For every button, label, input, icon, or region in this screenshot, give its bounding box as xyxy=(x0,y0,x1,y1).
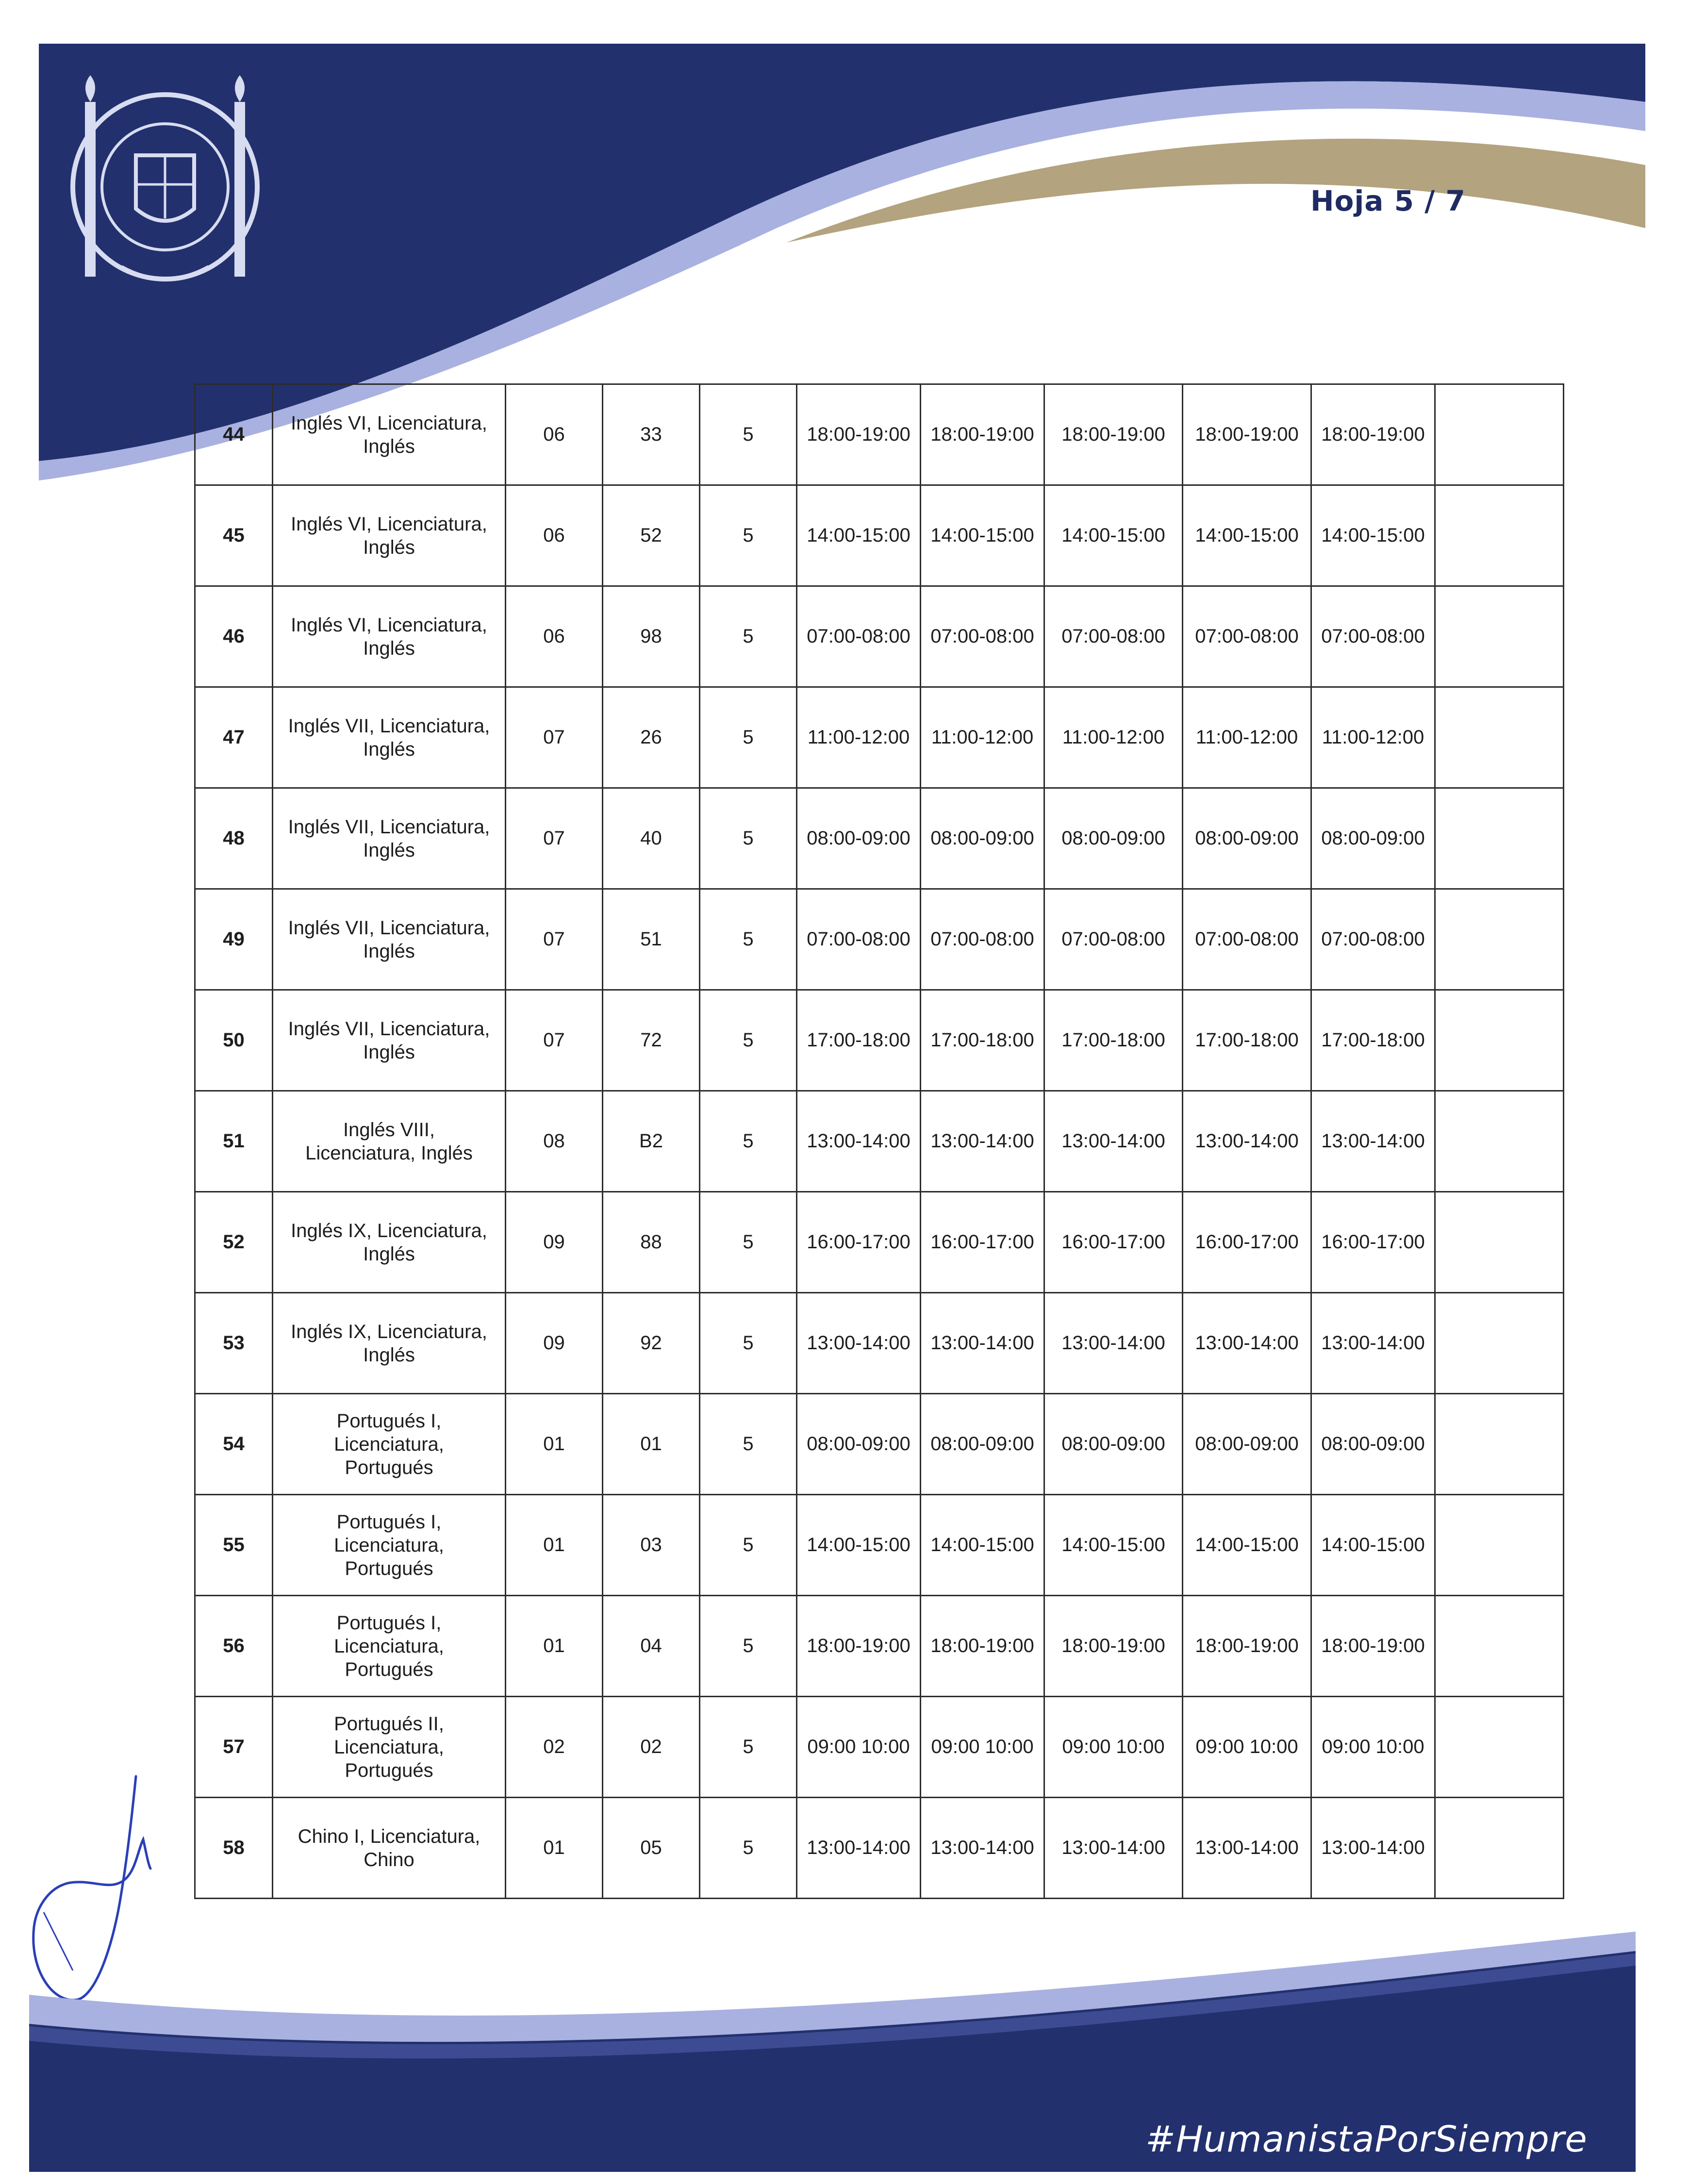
empty-cell xyxy=(1435,485,1564,586)
semester-cell: 09 xyxy=(506,1192,603,1293)
time-slot-cell: 08:00-09:00 xyxy=(1183,788,1311,889)
time-slot-cell: 11:00-12:00 xyxy=(1183,687,1311,788)
subject-line: Portugués xyxy=(345,1557,433,1579)
time-slot-cell: 14:00-15:00 xyxy=(921,485,1044,586)
hours-cell: 5 xyxy=(700,1293,797,1394)
time-slot-cell: 07:00-08:00 xyxy=(1183,586,1311,687)
table-row xyxy=(195,384,1564,485)
table-row xyxy=(195,1495,1564,1596)
time-slot-cell: 16:00-17:00 xyxy=(797,1192,921,1293)
hours-cell: 5 xyxy=(700,1394,797,1495)
table-row xyxy=(195,1293,1564,1394)
subject-cell xyxy=(273,586,506,687)
time-slot-cell: 13:00-14:00 xyxy=(1044,1798,1183,1899)
time-slot-cell: 13:00-14:00 xyxy=(921,1293,1044,1394)
university-seal xyxy=(58,73,272,301)
subject-line: Inglés VI, Licenciatura, xyxy=(291,513,487,535)
time-slot-cell: 14:00-15:00 xyxy=(1044,485,1183,586)
time-slot-cell: 16:00-17:00 xyxy=(921,1192,1044,1293)
time-slot-cell: 18:00-19:00 xyxy=(1311,1596,1435,1697)
time-slot-cell: 08:00-09:00 xyxy=(1311,788,1435,889)
group-cell: 02 xyxy=(603,1697,700,1798)
row-number: 45 xyxy=(195,485,273,586)
semester-cell: 07 xyxy=(506,687,603,788)
time-slot-cell: 13:00-14:00 xyxy=(797,1293,921,1394)
hours-cell: 5 xyxy=(700,1596,797,1697)
empty-cell xyxy=(1435,1697,1564,1798)
group-cell: 72 xyxy=(603,990,700,1091)
table-row xyxy=(195,687,1564,788)
row-number: 54 xyxy=(195,1394,273,1495)
time-slot-cell: 13:00-14:00 xyxy=(1183,1798,1311,1899)
group-cell: 03 xyxy=(603,1495,700,1596)
subject-line: Inglés xyxy=(363,1041,415,1063)
group-cell: B2 xyxy=(603,1091,700,1192)
table-row xyxy=(195,1697,1564,1798)
group-cell: 40 xyxy=(603,788,700,889)
subject-line: Licenciatura, xyxy=(334,1433,444,1455)
subject-line: Licenciatura, xyxy=(334,1534,444,1556)
time-slot-cell: 13:00-14:00 xyxy=(921,1798,1044,1899)
subject-cell xyxy=(273,788,506,889)
empty-cell xyxy=(1435,1596,1564,1697)
time-slot-cell: 18:00-19:00 xyxy=(1311,384,1435,485)
time-slot-cell: 14:00-15:00 xyxy=(1183,1495,1311,1596)
subject-line: Inglés VII, Licenciatura, xyxy=(288,715,490,737)
time-slot-cell: 14:00-15:00 xyxy=(1044,1495,1183,1596)
time-slot-cell: 07:00-08:00 xyxy=(921,586,1044,687)
row-number: 49 xyxy=(195,889,273,990)
time-slot-cell: 07:00-08:00 xyxy=(797,889,921,990)
time-slot-cell: 16:00-17:00 xyxy=(1183,1192,1311,1293)
time-slot-cell: 17:00-18:00 xyxy=(797,990,921,1091)
empty-cell xyxy=(1435,384,1564,485)
semester-cell: 08 xyxy=(506,1091,603,1192)
time-slot-cell: 14:00-15:00 xyxy=(1183,485,1311,586)
time-slot-cell: 14:00-15:00 xyxy=(1311,1495,1435,1596)
semester-cell: 07 xyxy=(506,788,603,889)
subject-cell xyxy=(273,1697,506,1798)
semester-cell: 07 xyxy=(506,889,603,990)
hours-cell: 5 xyxy=(700,586,797,687)
time-slot-cell: 09:00 10:00 xyxy=(1311,1697,1435,1798)
row-number: 50 xyxy=(195,990,273,1091)
empty-cell xyxy=(1435,687,1564,788)
time-slot-cell: 11:00-12:00 xyxy=(797,687,921,788)
subject-line: Portugués xyxy=(345,1658,433,1680)
time-slot-cell: 08:00-09:00 xyxy=(1311,1394,1435,1495)
subject-line: Inglés xyxy=(363,1344,415,1366)
group-cell: 98 xyxy=(603,586,700,687)
subject-cell xyxy=(273,990,506,1091)
hours-cell: 5 xyxy=(700,990,797,1091)
subject-line: Inglés xyxy=(363,536,415,558)
time-slot-cell: 13:00-14:00 xyxy=(1044,1293,1183,1394)
hours-cell: 5 xyxy=(700,384,797,485)
subject-line: Licenciatura, xyxy=(334,1736,444,1758)
subject-line: Inglés xyxy=(363,738,415,760)
group-cell: 26 xyxy=(603,687,700,788)
time-slot-cell: 09:00 10:00 xyxy=(1183,1697,1311,1798)
footer-hashtag: #HumanistaPorSiempre xyxy=(1145,2118,1588,2160)
time-slot-cell: 11:00-12:00 xyxy=(1044,687,1183,788)
time-slot-cell: 11:00-12:00 xyxy=(1311,687,1435,788)
table-row xyxy=(195,485,1564,586)
subject-cell xyxy=(273,1495,506,1596)
subject-cell xyxy=(273,1192,506,1293)
row-number: 48 xyxy=(195,788,273,889)
time-slot-cell: 07:00-08:00 xyxy=(1044,586,1183,687)
time-slot-cell: 08:00-09:00 xyxy=(921,1394,1044,1495)
time-slot-cell: 13:00-14:00 xyxy=(1311,1091,1435,1192)
subject-cell xyxy=(273,1596,506,1697)
subject-line: Licenciatura, xyxy=(334,1635,444,1657)
time-slot-cell: 14:00-15:00 xyxy=(797,1495,921,1596)
sheet-number: Hoja 5 / 7 xyxy=(1310,184,1466,217)
subject-line: Inglés VII, Licenciatura, xyxy=(288,917,490,939)
group-cell: 51 xyxy=(603,889,700,990)
semester-cell: 02 xyxy=(506,1697,603,1798)
group-cell: 01 xyxy=(603,1394,700,1495)
empty-cell xyxy=(1435,1192,1564,1293)
hours-cell: 5 xyxy=(700,687,797,788)
time-slot-cell: 13:00-14:00 xyxy=(1044,1091,1183,1192)
time-slot-cell: 07:00-08:00 xyxy=(1044,889,1183,990)
hours-cell: 5 xyxy=(700,1798,797,1899)
subject-line: Portugués xyxy=(345,1456,433,1478)
time-slot-cell: 07:00-08:00 xyxy=(797,586,921,687)
table-body xyxy=(195,384,1564,1899)
row-number: 53 xyxy=(195,1293,273,1394)
subject-line: Inglés IX, Licenciatura, xyxy=(291,1220,487,1241)
subject-cell xyxy=(273,384,506,485)
row-number: 44 xyxy=(195,384,273,485)
hours-cell: 5 xyxy=(700,485,797,586)
time-slot-cell: 13:00-14:00 xyxy=(921,1091,1044,1192)
row-number: 46 xyxy=(195,586,273,687)
time-slot-cell: 18:00-19:00 xyxy=(1044,1596,1183,1697)
row-number: 55 xyxy=(195,1495,273,1596)
subject-line: Portugués I, xyxy=(336,1612,442,1634)
row-number: 58 xyxy=(195,1798,273,1899)
empty-cell xyxy=(1435,1394,1564,1495)
time-slot-cell: 18:00-19:00 xyxy=(797,1596,921,1697)
time-slot-cell: 13:00-14:00 xyxy=(1183,1293,1311,1394)
group-cell: 88 xyxy=(603,1192,700,1293)
subject-line: Inglés VII, Licenciatura, xyxy=(288,816,490,838)
subject-line: Inglés VI, Licenciatura, xyxy=(291,412,487,434)
table-row xyxy=(195,1192,1564,1293)
time-slot-cell: 16:00-17:00 xyxy=(1044,1192,1183,1293)
schedule-table xyxy=(194,383,1564,1899)
group-cell: 05 xyxy=(603,1798,700,1899)
empty-cell xyxy=(1435,1091,1564,1192)
group-cell: 33 xyxy=(603,384,700,485)
subject-line: Inglés xyxy=(363,637,415,659)
time-slot-cell: 08:00-09:00 xyxy=(797,788,921,889)
hours-cell: 5 xyxy=(700,1192,797,1293)
subject-cell xyxy=(273,1394,506,1495)
time-slot-cell: 08:00-09:00 xyxy=(797,1394,921,1495)
subject-line: Portugués I, xyxy=(336,1410,442,1432)
semester-cell: 01 xyxy=(506,1394,603,1495)
subject-line: Chino I, Licenciatura, xyxy=(298,1825,480,1847)
row-number: 57 xyxy=(195,1697,273,1798)
row-number: 51 xyxy=(195,1091,273,1192)
subject-line: Licenciatura, Inglés xyxy=(305,1142,473,1164)
empty-cell xyxy=(1435,1293,1564,1394)
subject-line: Portugués xyxy=(345,1759,433,1781)
hours-cell: 5 xyxy=(700,889,797,990)
time-slot-cell: 18:00-19:00 xyxy=(921,1596,1044,1697)
time-slot-cell: 16:00-17:00 xyxy=(1311,1192,1435,1293)
subject-cell xyxy=(273,1293,506,1394)
subject-line: Inglés xyxy=(363,1243,415,1265)
time-slot-cell: 09:00 10:00 xyxy=(921,1697,1044,1798)
hours-cell: 5 xyxy=(700,1697,797,1798)
time-slot-cell: 18:00-19:00 xyxy=(797,384,921,485)
subject-cell xyxy=(273,1798,506,1899)
table-row xyxy=(195,889,1564,990)
group-cell: 52 xyxy=(603,485,700,586)
table-row xyxy=(195,1798,1564,1899)
row-number: 52 xyxy=(195,1192,273,1293)
subject-cell xyxy=(273,1091,506,1192)
subject-line: Inglés xyxy=(363,839,415,861)
semester-cell: 01 xyxy=(506,1798,603,1899)
subject-line: Inglés VI, Licenciatura, xyxy=(291,614,487,636)
time-slot-cell: 09:00 10:00 xyxy=(797,1697,921,1798)
row-number: 56 xyxy=(195,1596,273,1697)
time-slot-cell: 18:00-19:00 xyxy=(921,384,1044,485)
empty-cell xyxy=(1435,788,1564,889)
table-row xyxy=(195,788,1564,889)
time-slot-cell: 11:00-12:00 xyxy=(921,687,1044,788)
time-slot-cell: 07:00-08:00 xyxy=(921,889,1044,990)
subject-line: Inglés xyxy=(363,940,415,962)
empty-cell xyxy=(1435,1798,1564,1899)
hours-cell: 5 xyxy=(700,1495,797,1596)
empty-cell xyxy=(1435,586,1564,687)
table-row xyxy=(195,990,1564,1091)
subject-line: Portugués II, xyxy=(334,1713,444,1735)
subject-line: Inglés VII, Licenciatura, xyxy=(288,1018,490,1040)
empty-cell xyxy=(1435,990,1564,1091)
time-slot-cell: 18:00-19:00 xyxy=(1183,1596,1311,1697)
subject-cell xyxy=(273,485,506,586)
time-slot-cell: 13:00-14:00 xyxy=(797,1091,921,1192)
subject-cell xyxy=(273,889,506,990)
subject-line: Chino xyxy=(364,1849,414,1870)
time-slot-cell: 18:00-19:00 xyxy=(1183,384,1311,485)
semester-cell: 09 xyxy=(506,1293,603,1394)
subject-line: Inglés IX, Licenciatura, xyxy=(291,1321,487,1342)
time-slot-cell: 13:00-14:00 xyxy=(797,1798,921,1899)
group-cell: 04 xyxy=(603,1596,700,1697)
time-slot-cell: 08:00-09:00 xyxy=(1183,1394,1311,1495)
time-slot-cell: 18:00-19:00 xyxy=(1044,384,1183,485)
time-slot-cell: 07:00-08:00 xyxy=(1311,586,1435,687)
time-slot-cell: 14:00-15:00 xyxy=(797,485,921,586)
table-row xyxy=(195,1394,1564,1495)
semester-cell: 06 xyxy=(506,586,603,687)
semester-cell: 06 xyxy=(506,384,603,485)
empty-cell xyxy=(1435,889,1564,990)
time-slot-cell: 08:00-09:00 xyxy=(921,788,1044,889)
time-slot-cell: 13:00-14:00 xyxy=(1311,1293,1435,1394)
subject-line: Inglés VIII, xyxy=(343,1119,435,1141)
time-slot-cell: 08:00-09:00 xyxy=(1044,1394,1183,1495)
group-cell: 92 xyxy=(603,1293,700,1394)
time-slot-cell: 13:00-14:00 xyxy=(1311,1798,1435,1899)
time-slot-cell: 08:00-09:00 xyxy=(1044,788,1183,889)
semester-cell: 06 xyxy=(506,485,603,586)
semester-cell: 07 xyxy=(506,990,603,1091)
table-row xyxy=(195,586,1564,687)
table-row xyxy=(195,1091,1564,1192)
hours-cell: 5 xyxy=(700,788,797,889)
row-number: 47 xyxy=(195,687,273,788)
subject-line: Portugués I, xyxy=(336,1511,442,1533)
table-row xyxy=(195,1596,1564,1697)
subject-cell xyxy=(273,687,506,788)
time-slot-cell: 17:00-18:00 xyxy=(1183,990,1311,1091)
subject-line: Inglés xyxy=(363,435,415,457)
time-slot-cell: 09:00 10:00 xyxy=(1044,1697,1183,1798)
time-slot-cell: 07:00-08:00 xyxy=(1183,889,1311,990)
time-slot-cell: 14:00-15:00 xyxy=(1311,485,1435,586)
time-slot-cell: 17:00-18:00 xyxy=(921,990,1044,1091)
time-slot-cell: 14:00-15:00 xyxy=(921,1495,1044,1596)
empty-cell xyxy=(1435,1495,1564,1596)
time-slot-cell: 17:00-18:00 xyxy=(1044,990,1183,1091)
time-slot-cell: 07:00-08:00 xyxy=(1311,889,1435,990)
time-slot-cell: 13:00-14:00 xyxy=(1183,1091,1311,1192)
time-slot-cell: 17:00-18:00 xyxy=(1311,990,1435,1091)
semester-cell: 01 xyxy=(506,1596,603,1697)
semester-cell: 01 xyxy=(506,1495,603,1596)
hours-cell: 5 xyxy=(700,1091,797,1192)
